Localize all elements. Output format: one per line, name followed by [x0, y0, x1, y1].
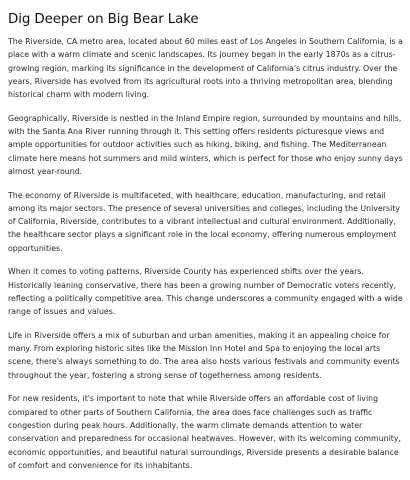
article-title: Dig Deeper on Big Bear Lake [8, 12, 199, 27]
article-paragraph-5: Life in Riverside offers a mix of suburban and urban amenities, making it an appealing choice for many. From exploring historic sites like the Mission Inn Hotel and Spa to enjoying the local arts scene, there's always something to do. The area also hosts various festivals and community events throughout the year, fostering a strong sense of togetherness among residents. [8, 330, 400, 380]
article-paragraph-3: The economy of Riverside is multifaceted, with healthcare, education, manufacturing, and retail among its major sectors. The presence of several universities and colleges, including the University of California, Riverside, contributes to a vibrant intellectual and cultural environment. Additionally, the healthcare sector plays a significant role in the local economy, offering numerous employment opportunities. [8, 190, 400, 253]
article-paragraph-2: Geographically, Riverside is nestled in the Inland Empire region, surrounded by mountains and hills, with the Santa Ana River running through it. This setting offers residents picturesque views and ample opportunities for outdoor activities such as hiking, biking, and fishing. The Mediterranean climate here means hot summers and mild winters, which is perfect for those who enjoy sunny days almost year-round. [8, 113, 403, 176]
article-paragraph-4: When it comes to voting patterns, Riverside County has experienced shifts over the years. Historically leaning conservative, there has been a growing number of Democratic voters recently, reflecting a politically competitive area. This change underscores a community engaged with a wide range of issues and values. [8, 267, 403, 317]
article-paragraph-1: The Riverside, CA metro area, located about 60 miles east of Los Angeles in Southern California, is a place with a warm climate and scenic landscapes. Its journey began in the early 1870s as a citrus-growing region, marking its significance in the development of California's citrus industry. Over the years, Riverside has evolved from its agricultural roots into a thriving metropolitan area, blending historical charm with modern living. [8, 37, 403, 100]
article-paragraph-6: For new residents, it's important to note that while Riverside offers an affordable cost of living compared to other parts of Southern California, the area does face challenges such as traffic congestion during peak hours. Additionally, the warm climate demands attention to water conservation and preparedness for occasional heatwaves. However, with its welcoming community, economic opportunities, and beautiful natural surroundings, Riverside presents a desirable balance of comfort and convenience for its inhabitants. [8, 394, 401, 470]
